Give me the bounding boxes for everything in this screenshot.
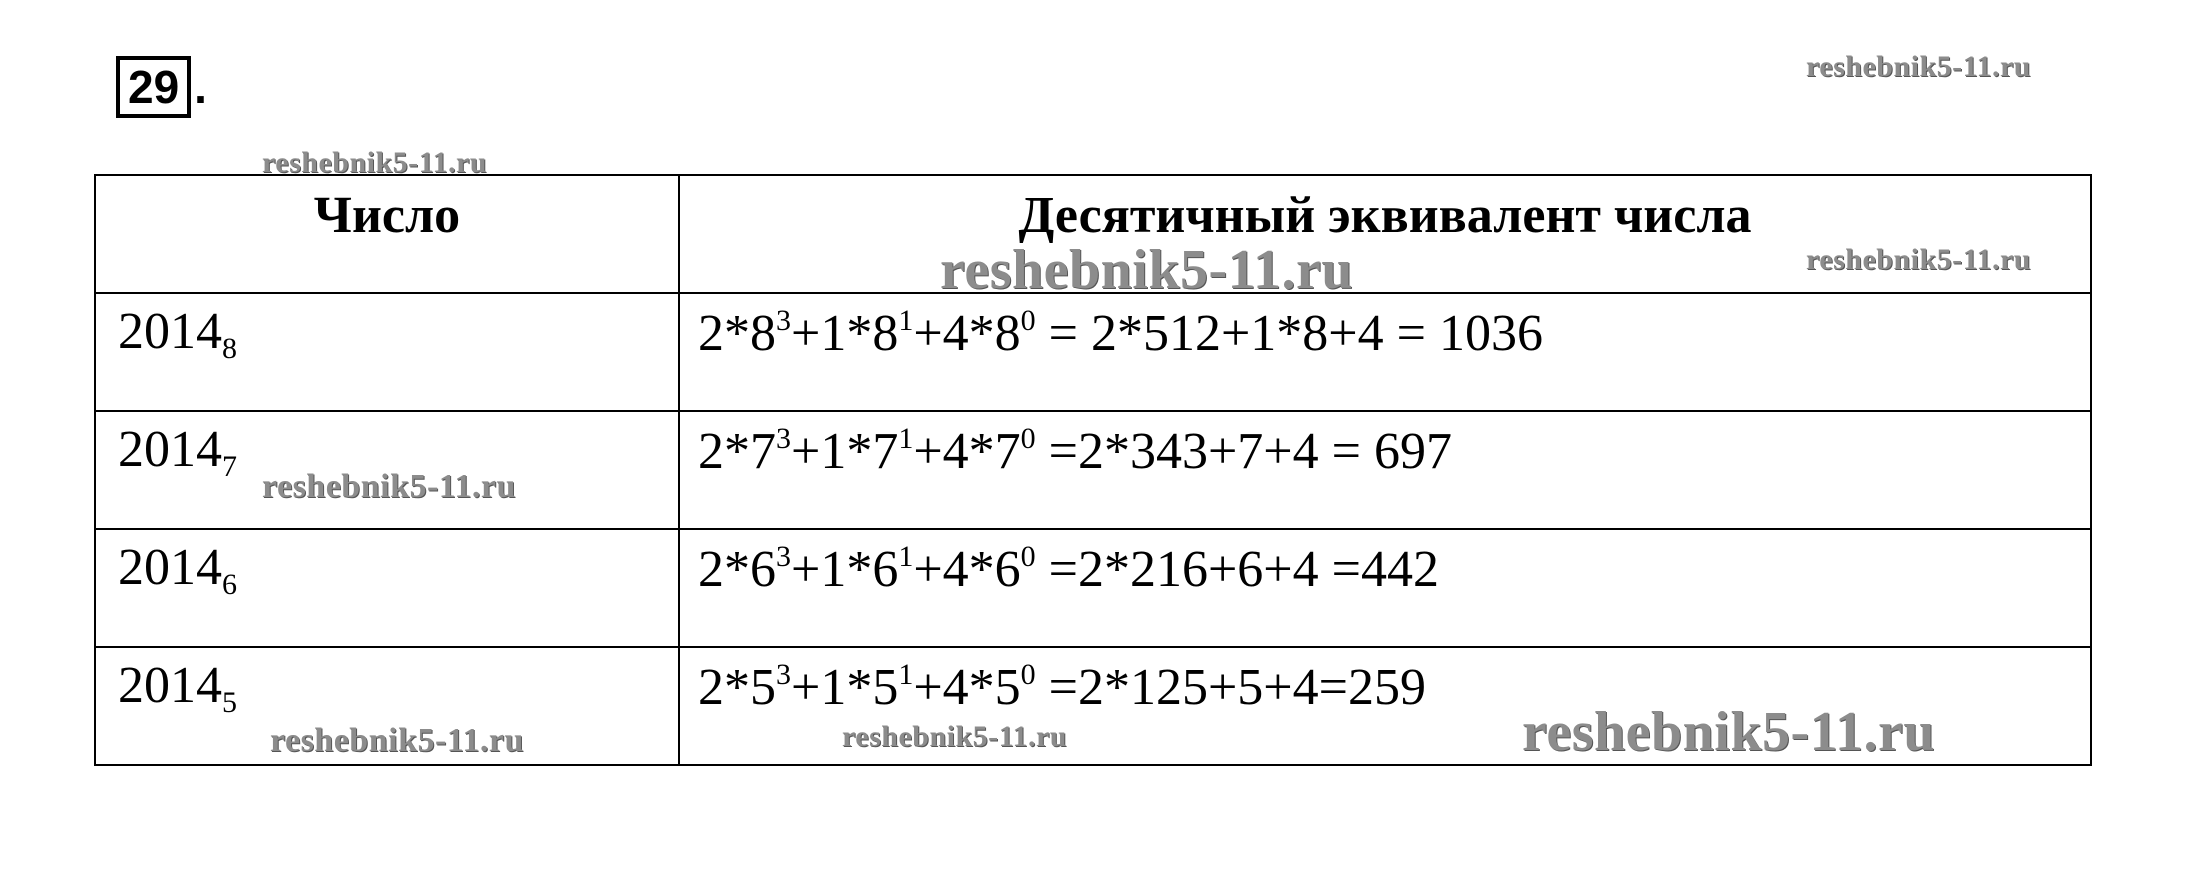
- number-value: 2014: [118, 421, 222, 478]
- expression-part: +4*8: [913, 305, 1021, 362]
- expression-exponent: 1: [898, 540, 914, 573]
- expression-exponent: 3: [776, 422, 791, 455]
- header-number: Число: [95, 175, 679, 293]
- expression-exponent: 3: [776, 540, 791, 573]
- expression-part: = 2*512+1*8+4 = 1036: [1035, 305, 1543, 362]
- expression-part: +1*7: [791, 423, 899, 480]
- expression-part: +1*5: [791, 659, 899, 716]
- task-number: [116, 56, 207, 118]
- watermark: reshebnik5-11.ru: [1806, 50, 2031, 83]
- table-row: [95, 529, 2091, 647]
- watermark: reshebnik5-11.ru: [262, 468, 516, 505]
- expression-exponent: 0: [1020, 422, 1036, 455]
- decimal-expression-cell: [679, 411, 2091, 529]
- expression-part: +4*5: [913, 659, 1021, 716]
- number-cell: [95, 293, 679, 411]
- number-value: 2014: [118, 539, 222, 596]
- watermark: reshebnik5-11.ru: [262, 146, 487, 179]
- expression-exponent: 1: [898, 658, 914, 691]
- decimal-expression-cell: [679, 293, 2091, 411]
- expression-part: =2*216+6+4 =442: [1035, 541, 1439, 598]
- expression-part: 2*8: [698, 305, 776, 362]
- expression-exponent: 0: [1020, 304, 1036, 337]
- expression-part: +1*6: [791, 541, 899, 598]
- number-cell: [95, 529, 679, 647]
- expression-part: 2*5: [698, 659, 776, 716]
- header-decimal-equivalent: Десятичный эквивалент числа: [679, 175, 2091, 293]
- expression-exponent: 1: [898, 304, 914, 337]
- watermark: reshebnik5-11.ru: [1522, 701, 1936, 763]
- expression-part: 2*7: [698, 423, 776, 480]
- watermark: reshebnik5-11.ru: [1806, 243, 2031, 276]
- task-number-dot: .: [194, 61, 207, 113]
- expression-part: =2*125+5+4=259: [1035, 659, 1426, 716]
- watermark: reshebnik5-11.ru: [842, 720, 1067, 753]
- number-base: 5: [222, 686, 237, 719]
- table-row: [95, 293, 2091, 411]
- expression-part: +4*7: [913, 423, 1021, 480]
- expression-part: +1*8: [791, 305, 899, 362]
- task-number-box: 29: [116, 56, 191, 118]
- expression-exponent: 3: [776, 658, 791, 691]
- number-base: 7: [222, 450, 237, 483]
- number-value: 2014: [118, 657, 222, 714]
- expression-exponent: 0: [1020, 540, 1036, 573]
- expression-part: +4*6: [913, 541, 1021, 598]
- watermark: reshebnik5-11.ru: [940, 239, 1354, 301]
- watermark: reshebnik5-11.ru: [270, 722, 524, 759]
- expression-exponent: 1: [898, 422, 914, 455]
- number-base: 6: [222, 568, 237, 601]
- expression-exponent: 3: [776, 304, 791, 337]
- expression-part: =2*343+7+4 = 697: [1035, 423, 1452, 480]
- expression-exponent: 0: [1020, 658, 1036, 691]
- number-base: 8: [222, 332, 237, 365]
- expression-part: 2*6: [698, 541, 776, 598]
- decimal-expression-cell: [679, 529, 2091, 647]
- number-value: 2014: [118, 303, 222, 360]
